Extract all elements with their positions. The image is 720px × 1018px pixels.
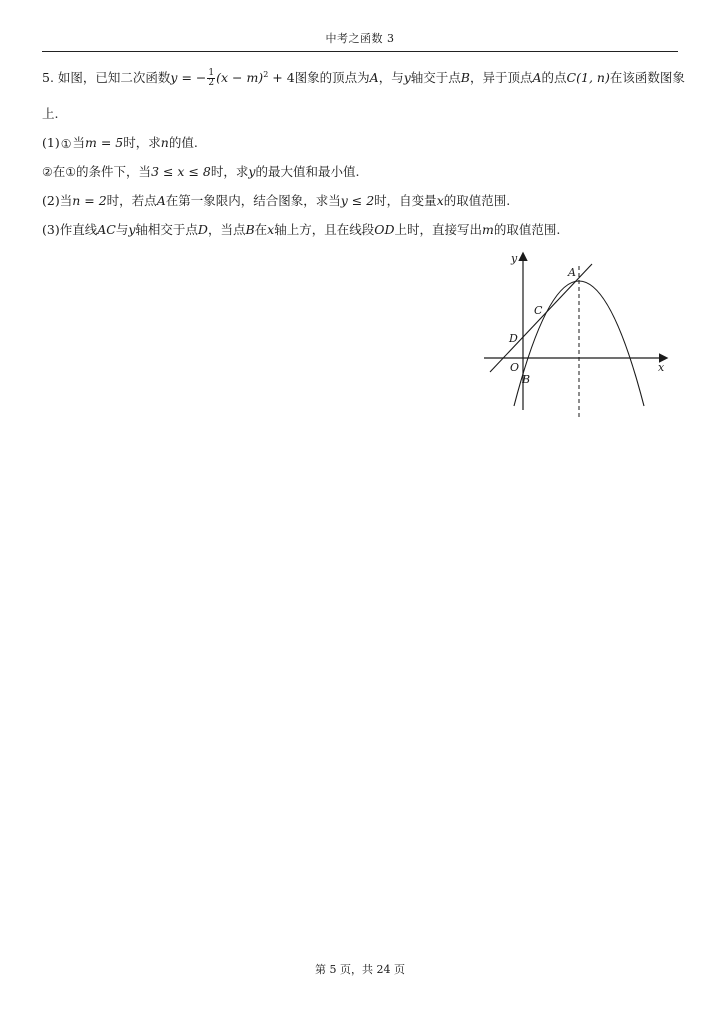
origin-label: O [510, 361, 520, 374]
math-y: y [403, 70, 411, 85]
line-ac [490, 264, 592, 372]
math-n: n [160, 135, 169, 150]
math-n-eq-2: n = 2 [72, 193, 107, 208]
question-text: 时，若点 [106, 193, 157, 208]
question-1-part-2 [42, 162, 359, 180]
statement-text: 在该函数图象 [609, 70, 685, 85]
circled-number-2: ② [42, 165, 53, 179]
problem-statement-line-1 [42, 68, 685, 88]
question-text: 时，求 [210, 164, 249, 179]
question-text: 当 [72, 135, 85, 150]
math-line-ac: AC [97, 222, 116, 237]
question-text: 轴上方，且在线段 [274, 222, 375, 237]
math-point-a: A [532, 70, 542, 85]
question-text: 在 [254, 222, 268, 237]
math-x: x [436, 193, 444, 208]
problem-statement-line-2: 上. [42, 106, 59, 121]
parabola-figure [480, 248, 680, 420]
fraction-denominator: 2 [208, 78, 215, 88]
math-point-b: B [245, 222, 255, 237]
circled-number-1: ① [65, 165, 77, 179]
question-text: ，当点 [207, 222, 246, 237]
math-y-le-2: y ≤ 2 [340, 193, 375, 208]
math-y: y [128, 222, 136, 237]
math-point-a: A [369, 70, 379, 85]
question-label: (1) [42, 135, 60, 150]
y-axis-label: y [511, 252, 518, 265]
math-range: 3 ≤ x ≤ 8 [151, 164, 211, 179]
statement-text: ，与 [378, 70, 404, 85]
question-2 [42, 191, 510, 209]
question-text: 上时，直接写出 [394, 222, 483, 237]
math-exponent: 2 [263, 69, 269, 79]
math-point-b: B [460, 70, 470, 85]
statement-text: 5. 如图，已知二次函数 [42, 70, 171, 85]
question-1-part-1 [42, 133, 198, 151]
point-b-label: B [522, 373, 531, 386]
question-text: 在 [52, 164, 66, 179]
question-text: 的值. [168, 135, 198, 150]
question-text: 轴相交于点 [135, 222, 198, 237]
point-d-label: D [509, 332, 518, 345]
circled-number-1: ① [60, 136, 72, 151]
statement-text: 图象的顶点为 [294, 70, 370, 85]
question-text: 时，求 [123, 135, 161, 150]
question-label: (2) [42, 193, 60, 208]
math-point-d: D [197, 222, 208, 237]
statement-text: 的点 [541, 70, 567, 85]
point-a-label: A [568, 266, 576, 279]
point-c-label: C [534, 304, 543, 317]
question-text: 时，自变量 [374, 193, 437, 208]
math-plus-4: + 4 [268, 70, 295, 85]
question-3 [42, 220, 560, 238]
math-point-c: C(1, n) [566, 70, 610, 85]
math-y: y [170, 70, 178, 85]
page-header: 中考之函数 3 [42, 30, 678, 52]
statement-text: 轴交于点 [410, 70, 461, 85]
question-text: 的最大值和最小值. [255, 164, 360, 179]
math-x: x [267, 222, 275, 237]
fraction-one-half [207, 69, 215, 88]
math-paren: (x − m) [216, 70, 264, 85]
math-m: m [482, 222, 494, 237]
parabola-graph [480, 248, 680, 420]
math-segment-od: OD [374, 222, 395, 237]
question-text: 的条件下，当 [76, 164, 152, 179]
math-m-eq-5: m = 5 [85, 135, 124, 150]
question-text: 作直线 [59, 222, 98, 237]
page-footer: 第 5 页，共 24 页 [315, 963, 405, 976]
math-point-a: A [156, 193, 166, 208]
question-label: (3) [42, 222, 60, 237]
question-text: 在第一象限内，结合图象，求当 [165, 193, 341, 208]
fraction-numerator: 1 [208, 68, 215, 78]
question-text: 的取值范围. [443, 193, 511, 208]
x-axis-label: x [658, 361, 665, 374]
math-y: y [248, 164, 256, 179]
question-text: 当 [59, 193, 73, 208]
math-eq: = − [177, 70, 207, 85]
statement-text: ，异于顶点 [469, 70, 533, 85]
question-text: 的取值范围. [493, 222, 561, 237]
question-text: 与 [115, 222, 129, 237]
